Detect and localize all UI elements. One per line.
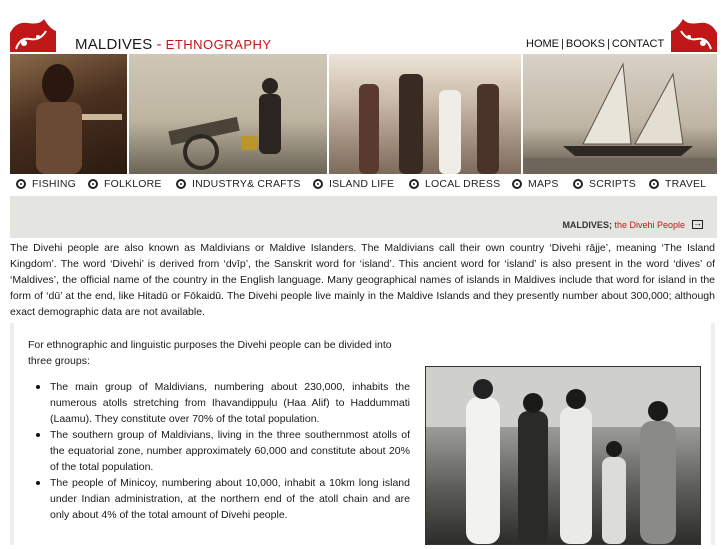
nav-item-island-life[interactable] <box>313 178 394 190</box>
nav-item-industry-crafts[interactable] <box>176 178 301 190</box>
content-panel <box>10 323 715 545</box>
groups-lead: For ethnographic and linguistic purposes the Divehi people can be divided into three groups: <box>28 339 392 367</box>
home-link[interactable]: HOME <box>526 38 559 50</box>
nav-item-local-dress[interactable] <box>409 178 500 190</box>
title-main: MALDIVES <box>75 36 153 53</box>
intro-paragraph: The Divehi people are also known as Maldivians or Maldive Islanders. The Maldivians call their own country ‘Divehi rājje’, meaning ‘The Island Kingdom’. The word ‘Divehi’ is derived from ‘dvīp’, the Sanskrit word for ‘island’. This ancient word for ‘island’ is also present in the word ‘dives’ of ‘Maldives’, the official name of the country in the English language. Many geographical names of islands in Maldives include that word for island in the form of ‘dū’ at the end, like Hitadū or Fōkaidū. The Divehi people live mainly in the Maldive Islands and they presently number about 300,000; although exact demographic data are not available. <box>10 242 715 318</box>
list-item: The southern group of Maldivians, living in the three southernmost atolls of the equatorial zone, number approximately 60,000 and constitute about 20% of the total population. <box>50 429 410 473</box>
nav-label: INDUSTRY& CRAFTS <box>192 178 301 190</box>
nav-item-travel[interactable] <box>649 178 706 190</box>
banner-photo-cart <box>129 54 327 174</box>
nav-label: FOLKLORE <box>104 178 162 190</box>
top-links <box>526 38 664 50</box>
nav-item-folklore[interactable] <box>88 178 162 190</box>
nav-item-scripts[interactable] <box>573 178 636 190</box>
nav-item-maps[interactable] <box>512 178 559 190</box>
list-item: The main group of Maldivians, numbering about 230,000, inhabits the numerous atolls stretching from Ihavandippuḷu (Haa Alif) to Haddummati (Laamu). They constitute over 70% of the total population. <box>50 381 410 425</box>
photo-banner <box>10 54 717 174</box>
banner-photo-woman-weaving <box>10 54 127 174</box>
contact-link[interactable]: CONTACT <box>611 38 665 50</box>
nav-label: TRAVEL <box>665 178 707 190</box>
photo-people-group-icon <box>426 367 700 544</box>
nav-label: ISLAND LIFE <box>329 178 395 190</box>
title-sub: ETHNOGRAPHY <box>165 37 272 52</box>
logo-left-icon[interactable] <box>10 19 56 52</box>
header <box>0 0 727 54</box>
nav-bullet-icon <box>313 179 323 189</box>
nav-item-fishing[interactable] <box>16 178 76 190</box>
people-photo <box>425 366 701 545</box>
main-nav <box>10 174 717 196</box>
books-link[interactable]: BOOKS <box>565 38 605 50</box>
nav-bullet-icon <box>573 179 583 189</box>
groups-list <box>50 379 410 523</box>
content-inner <box>14 323 711 545</box>
site-title[interactable] <box>75 36 272 53</box>
title-separator: - <box>156 36 162 53</box>
banner-photo-people <box>329 54 521 174</box>
breadcrumb-section: MALDIVES; <box>562 220 612 230</box>
nav-bullet-icon <box>649 179 659 189</box>
nav-label: FISHING <box>32 178 76 190</box>
breadcrumb-page: the Divehi People <box>614 220 685 230</box>
nav-label: LOCAL DRESS <box>425 178 501 190</box>
list-item: The people of Minicoy, numbering about 10,000, inhabit a 10km long island under Indian administration, at the northern end of the atoll chain and are only about 4% of the total amount of Divehi people. <box>50 477 410 521</box>
nav-bullet-icon <box>512 179 522 189</box>
link-separator: | <box>606 38 610 50</box>
photo-people-icon <box>329 54 521 174</box>
photo-sailboat-icon <box>523 54 717 174</box>
logo-right-icon <box>671 19 717 52</box>
nav-label: SCRIPTS <box>589 178 636 190</box>
banner-photo-sailboat <box>523 54 717 174</box>
exit-icon[interactable] <box>692 220 703 229</box>
link-separator: | <box>561 38 564 50</box>
nav-bullet-icon <box>176 179 186 189</box>
nav-bullet-icon <box>16 179 26 189</box>
photo-cart-icon <box>129 54 327 174</box>
breadcrumb-bar <box>10 196 717 238</box>
nav-bullet-icon <box>409 179 419 189</box>
nav-bullet-icon <box>88 179 98 189</box>
photo-figure-icon <box>10 54 127 174</box>
breadcrumb <box>562 220 685 230</box>
nav-label: MAPS <box>528 178 559 190</box>
